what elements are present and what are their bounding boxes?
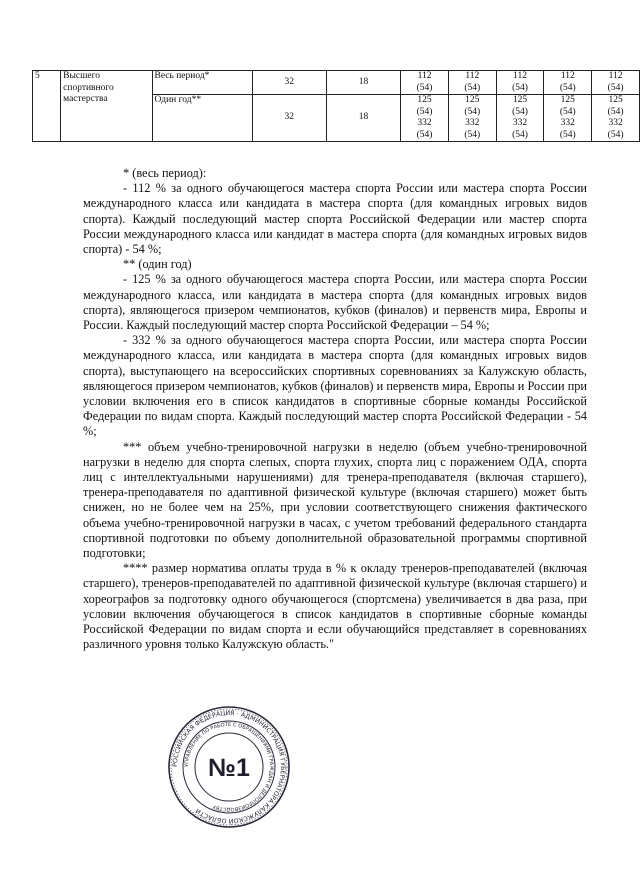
period-cell: Весь период*	[152, 71, 252, 95]
footnotes	[83, 166, 587, 653]
cell-line: (54)	[512, 129, 528, 140]
category-line: спортивного	[63, 82, 114, 93]
cell-line: (54)	[559, 106, 576, 117]
cell-line: (54)	[464, 129, 481, 140]
cell-line: (54)	[607, 82, 624, 93]
cell-line: (54)	[559, 129, 576, 140]
value-cell	[448, 95, 496, 142]
official-seal	[166, 704, 292, 830]
period-cell: Один год**	[152, 95, 252, 142]
cell-line: (54)	[559, 82, 576, 93]
cell-line: 112	[560, 71, 575, 81]
value-cell: 18	[326, 71, 400, 95]
cell-line: 332	[512, 118, 528, 128]
cell-line: 112	[465, 71, 480, 81]
value-cell	[448, 71, 496, 95]
value-cell	[401, 71, 449, 95]
value-cell: 18	[326, 95, 400, 142]
value-cell	[496, 71, 544, 95]
note-1-heading: * (весь период):	[123, 166, 207, 180]
cell-line: (54)	[416, 82, 433, 93]
cell-line: (54)	[607, 106, 624, 117]
value-cell	[592, 71, 640, 95]
note-1-body: - 112 % за одного обучающегося мастера спорта России или мастера спорта России международного класса или кандидата в мастера спорта (для командных игровых видов спорта). Каждый последующий мастер спорта Российской Федерации или мастер спорта России международного класса или кандидат в мастера спорта (для командных игровых видов спорта) - 54 %;	[83, 181, 587, 257]
cell-line: 332	[608, 118, 623, 128]
value-cell: 32	[252, 95, 326, 142]
value-cell	[544, 95, 592, 142]
cell-line: (54)	[512, 82, 528, 93]
cell-line: 125	[417, 95, 432, 105]
cell-line: (54)	[464, 82, 481, 93]
note-2-heading: ** (один год)	[123, 257, 192, 272]
cell-line: 125	[512, 95, 528, 105]
category-cell	[61, 71, 152, 142]
seal-number: №1	[208, 754, 250, 782]
cell-line: 125	[608, 95, 623, 105]
cell-line: (54)	[607, 129, 624, 140]
note-2-body-125: - 125 % за одного обучающегося мастера спорта России, или мастера спорта России международного класса, или кандидата в мастера спорта (для командных игровых видов спорта), являющегося призером чемпионатов, кубков (финалов) и первенств мира, Европы и России. Каждый последующий мастер спорта Российской Федерации – 54 %;	[83, 272, 587, 333]
cell-line: (54)	[464, 106, 481, 117]
value-cell	[592, 95, 640, 142]
cell-line: (54)	[512, 106, 528, 117]
cell-line: (54)	[416, 129, 433, 140]
category-line: мастерства	[63, 94, 108, 104]
seal-outer-text: РОССИЙСКАЯ ФЕДЕРАЦИЯ · АДМИНИСТРАЦИЯ ГУБЕРНАТОРА КАЛУЖСКОЙ ОБЛАСТИ	[171, 709, 287, 825]
seal-inner-text: УПРАВЛЕНИЕ ПО РАБОТЕ С ОБРАЩЕНИЯМИ ГРАЖДАН И ДЕЛОПРОИЗВОДСТВУ	[183, 721, 275, 813]
value-cell	[544, 71, 592, 95]
value-cell	[496, 95, 544, 142]
cell-line: 332	[417, 118, 432, 128]
cell-line: 125	[560, 95, 575, 105]
note-2-body-332: - 332 % за одного обучающегося мастера спорта России, или мастера спорта России международного класса, или кандидата в мастера спорта (для командных игровых видов спорта), выступающего на всероссийских спортивных соревнованиях за Калужскую область, являющегося призером чемпионатов, кубков (финалов) и первенств мира, Европы и России при условии включения его в список кандидатов в спортивные сборные команды Российской Федерации по видам спорта. Каждый последующий мастер спорта Российской Федерации - 54 %;	[83, 333, 587, 439]
cell-line: 332	[465, 118, 480, 128]
row-number-cell: 5	[33, 71, 61, 142]
cell-line: (54)	[416, 106, 433, 117]
cell-line: 125	[465, 95, 480, 105]
table-row	[33, 71, 640, 95]
cell-line: 112	[513, 71, 527, 81]
note-4: **** размер норматива оплаты труда в % к окладу тренеров-преподавателей (включая старшего), тренеров-преподавателей по адаптивной физической культуре (включая старшего) и хореографов за подготовку одного обучающегося (спортсмена) увеличивается в два раза, при условии включения обучающегося в список кандидатов в спортивные сборные команды Российской Федерации по видам спорта и если обучающийся представляет в соревнованиях различного уровня только Калужскую область."	[83, 561, 587, 652]
cell-line: 112	[608, 71, 623, 81]
value-cell	[401, 95, 449, 142]
cell-line: 112	[417, 71, 432, 81]
note-3: *** объем учебно-тренировочной нагрузки в неделю (объем учебно-тренировочной нагрузки в неделю для спорта слепых, спорта глухих, спорта лиц с поражением ОДА, спорта лиц с интеллектуальными нарушениями) для тренера-преподавателя (включая старшего), тренера-преподавателя по адаптивной физической культуре (включая старшего) может быть снижен, но не более чем на 25%, при условии соответствующего снижения фактического объема учебно-тренировочной нагрузки в часах, с учетом требований федерального стандарта спортивной подготовки по объему дополнительной образовательной программы спортивной подготовки;	[83, 439, 587, 561]
cell-line: 332	[560, 118, 575, 128]
norms-table	[32, 70, 640, 142]
category-line: Высшего	[63, 71, 101, 81]
value-cell: 32	[252, 71, 326, 95]
